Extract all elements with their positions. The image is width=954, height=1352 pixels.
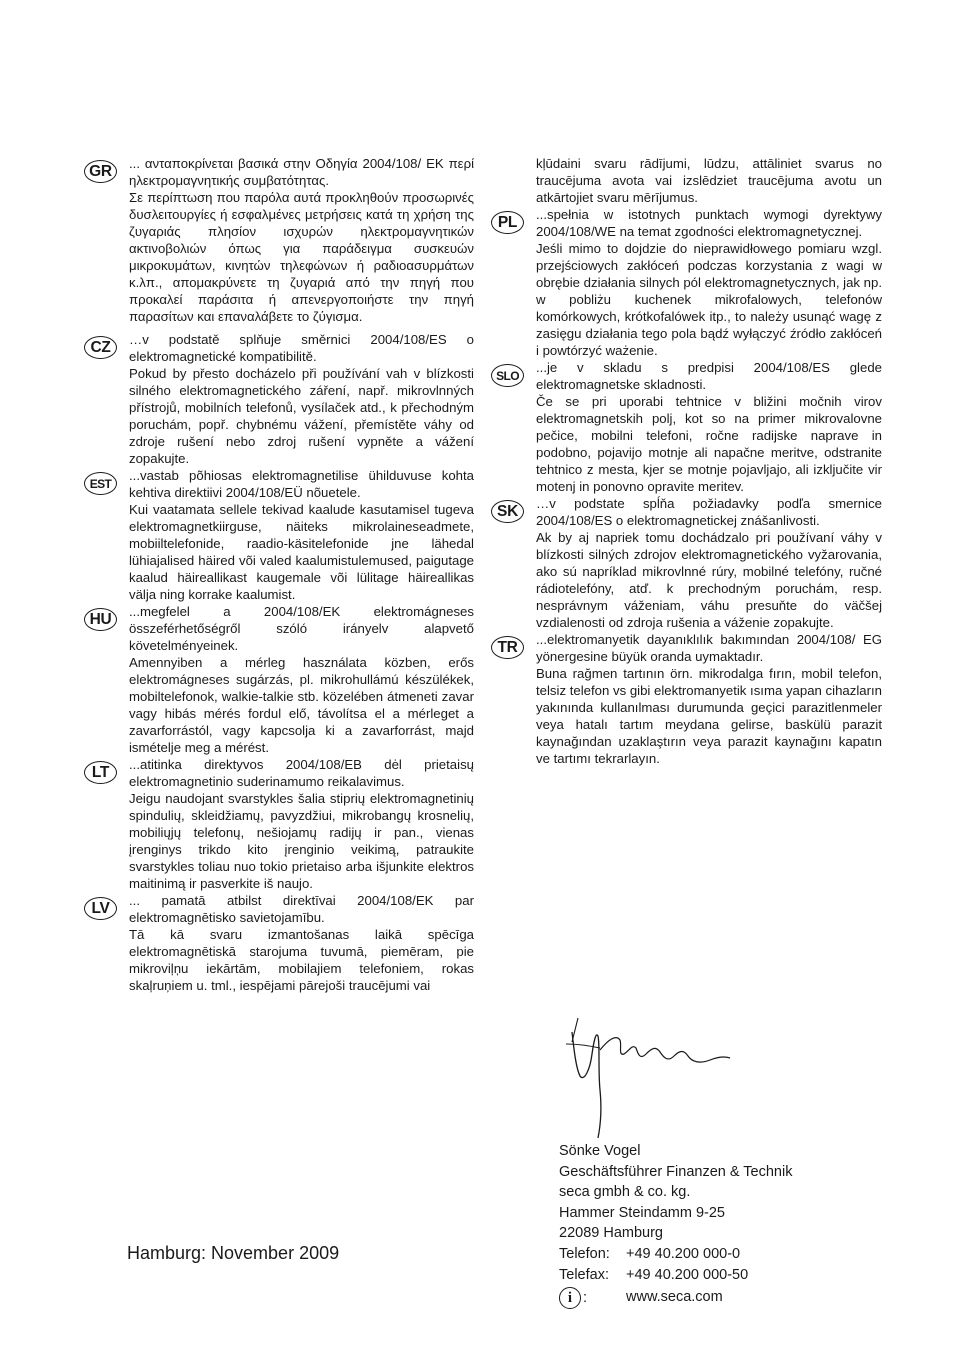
language-badge-lt: LT xyxy=(84,761,117,784)
interference-text: Buna rağmen tartının örn. mikrodalga fırın, mobil telefon, telsiz telefon vs gibi elektromanyetik ısıma yapan cihazların yakınında kullanılması durumunda geçici parazitlenmeler veya hatalı tartım meydana gelirse, baskülü parazit kaynağından uzaklaştırın veya parazit kaynağını kapatın ve tartımı tekrarlayın. xyxy=(536,666,882,766)
phone-row xyxy=(559,1244,792,1265)
interference-text: Jeśli mimo to dojdzie do nieprawidłowego pomiaru wzgl. przejściowych zakłóceń podczas korzystania z wagi w obrębie działania silnych pól elektromagnetycznych, jak np. w pobliżu kuchenek mikrofalowych, telefonów komórkowych, krótkofalówek itp., to należy usunąć wagę z zasięgu działania tego pola bądź wyłączyć źródło zakłóceń i powtórzyć ważenie. xyxy=(536,241,882,358)
signatory-name: Sönke Vogel xyxy=(559,1143,641,1159)
section-hu xyxy=(84,603,474,756)
language-badge-lv: LV xyxy=(84,897,117,920)
phone-label: Telefon: xyxy=(559,1245,610,1262)
interference-text: Σε περίπτωση που παρόλα αυτά προκληθούν προσωρινές δυσλειτουργίες ή εσφαλμένες μετρήσεις κατά τη χρήση της ζυγαριάς πλησίον ισχυρών ηλεκτρομαγνητικών ακτινοβολιών όπως για παράδειγμα συσκευών μικροκυμάτων, κινητών τηλεφώνων ή ραδιοασυρμάτων κ.λπ., απομακρύνετε τη ζυγαριά από την πηγή που προκαλεί παράσιτα ή απενεργοποιήστε την πηγή παρασίτων και επαναλάβετε το ζύγισμα. xyxy=(129,190,474,324)
section-est xyxy=(84,467,474,603)
compliance-text: ...vastab põhiosas elektromagnetilise ühilduvuse kohta kehtiva direktiivi 2004/108/EÜ nõuetele. xyxy=(129,468,474,500)
language-badge-pl: PL xyxy=(491,211,524,234)
section-sk xyxy=(491,495,882,631)
left-column xyxy=(84,155,474,994)
fax-row xyxy=(559,1265,792,1286)
language-badge-hu: HU xyxy=(84,608,117,631)
website-link[interactable]: www.seca.com xyxy=(626,1289,723,1306)
signatory-role: Geschäftsführer Finanzen & Technik xyxy=(559,1163,793,1180)
web-row xyxy=(559,1287,792,1309)
language-badge-cz: CZ xyxy=(84,336,117,359)
interference-text: Tā kā svaru izmantošanas laikā spēcīga elektromagnētiskā starojuma tuvumā, piemēram, pie mikroviļņu iekārtām, mobilajiem telefoniem, rokas skaļruņiem u. tml., iespējami pārejoši traucējumi vai xyxy=(129,927,474,993)
language-badge-tr: TR xyxy=(491,636,524,659)
date-line: Hamburg: November 2009 xyxy=(127,1243,340,1263)
fax-label: Telefax: xyxy=(559,1266,609,1283)
city-address: 22089 Hamburg xyxy=(559,1225,663,1242)
web-label-wrap xyxy=(559,1287,626,1309)
section-lv xyxy=(84,892,474,994)
handwritten-signature xyxy=(560,1010,740,1140)
interference-text: Če se pri uporabi tehtnice v bližini močnih virov elektromagnetskih polj, kot so na primer mikrovalovne pečice, mobilni telefoni, ročne radijske naprave in podobno, pojavijo motnje ali napačne meritve, odstranite tehtnico z mesta, kjer se motnje pojavljajo, ali izključite vir motenj in ponovno opravite meritev. xyxy=(536,394,882,494)
contact-block xyxy=(559,1141,792,1309)
web-label: : xyxy=(583,1289,588,1306)
compliance-text: ... ανταποκρίνεται βασικά στην Οδηγία 2004/108/ ΕΚ περί ηλεκτρομαγνητικής συμβατότητας. xyxy=(129,156,474,188)
language-badge-slo: SLO xyxy=(491,364,524,387)
section-slo xyxy=(491,359,882,495)
section-gr xyxy=(84,155,474,325)
compliance-text: ...je v skladu s predpisi 2004/108/ES glede elektromagnetske skladnosti. xyxy=(536,360,882,392)
compliance-text: …v podstate spĺňa požiadavky podľa smernice 2004/108/ES o elektromagnetickej znášanlivosti. xyxy=(536,496,882,528)
interference-text: Kui vaatamata sellele tekivad kaalude kasutamisel tugeva elektromagnetkiirguse, näiteks mikrolaineseadmete, mobiiltelefonide, raadio-käsitelefonide jne lähedal lühiajalised häired või valed kaalumistulemused, paigutage kaalud häireallikast kaugemale või lülitage häireallikas välja ning korrake kaalumist. xyxy=(129,502,474,602)
section-pl xyxy=(491,206,882,359)
interference-text: Ak by aj napriek tomu dochádzalo pri používaní váhy v blízkosti silných zdrojov elektromagnetického vyžarovania, ako sú napríklad mikrovlnné rúry, mobilné telefóny, ručné rádiotelefóny, atď. k prechodným poruchám, resp. nesprávnym váženiam, váhu presuňte do väčšej vzdialenosti od zdroja rušenia a váženie zopakujte. xyxy=(536,530,882,630)
info-icon: i xyxy=(559,1287,581,1309)
language-badge-sk: SK xyxy=(491,500,524,523)
lv-continuation-text: kļūdaini svaru rādījumi, lūdzu, attāliniet svarus no traucējuma avota vai izslēdziet traucējuma avotu un atkārtojiet svaru mērījumus. xyxy=(536,156,882,205)
street-address: Hammer Steindamm 9-25 xyxy=(559,1204,725,1221)
section-cz xyxy=(84,331,474,467)
compliance-text: ... pamatā atbilst direktīvai 2004/108/EK par elektromagnētisko savietojamību. xyxy=(129,893,474,925)
language-badge-est: EST xyxy=(84,472,117,495)
right-column xyxy=(491,155,882,767)
interference-text: Pokud by přesto docházelo při používání vah v blízkosti silného elektromagnetického záření, např. mikrovlnných přístrojů, mobilních telefonů, vysílaček atd., k přechodným poruchám, popř. chybnému vážení, přemístěte váhy od zdroje rušení nebo zdroj rušení vypněte a vážení zopakujte. xyxy=(129,366,474,466)
compliance-text: ...megfelel a 2004/108/EK elektromágneses összeférhetőségről szóló irányelv alapvető követelményeinek. xyxy=(129,604,474,653)
compliance-text: ...elektromanyetik dayanıklılık bakımından 2004/108/ EG yönergesine büyük oranda uymaktadır. xyxy=(536,632,882,664)
section-lt xyxy=(84,756,474,892)
language-badge-gr: GR xyxy=(84,160,117,183)
compliance-text: …v podstatě splňuje směrnici 2004/108/ES o elektromagnetické kompatibilitě. xyxy=(129,332,474,364)
phone-number: +49 40.200 000-0 xyxy=(626,1245,741,1262)
interference-text: Amennyiben a mérleg használata közben, erős elektromágneses sugárzás, pl. mikrohullámú készülékek, mobiltelefonok, walkie-talkie stb. közelében átmeneti zavar vagy hibás mérés fordul elő, távolítsa el a mérleget a zavarforrástól, vagy kapcsolja ki a zavarforrást, majd ismételje meg a mérést. xyxy=(129,655,474,755)
compliance-text: ...atitinka direktyvos 2004/108/EB dėl prietaisų elektromagnetinio suderinamumo reikalavimus. xyxy=(129,757,474,789)
compliance-text: ...spełnia w istotnych punktach wymogi dyrektywy 2004/108/WE na temat zgodności elektromagnetycznej. xyxy=(536,207,882,239)
company-name: seca gmbh & co. kg. xyxy=(559,1184,691,1201)
section-tr xyxy=(491,631,882,767)
interference-text: Jeigu naudojant svarstykles šalia stiprių elektromagnetinių spindulių, skleidžiamų, pavyzdžiui, mikrobangų krosnelių, mobiliųjų telefonų, nešiojamų radijų ir pan., vienas įrenginys trikdo kito įrenginio veikimą, patraukite svarstykles toliau nuo tokio prietaiso arba išjunkite elektros maitinimą ir pasverkite iš naujo. xyxy=(129,791,474,891)
fax-number: +49 40.200 000-50 xyxy=(626,1266,749,1283)
